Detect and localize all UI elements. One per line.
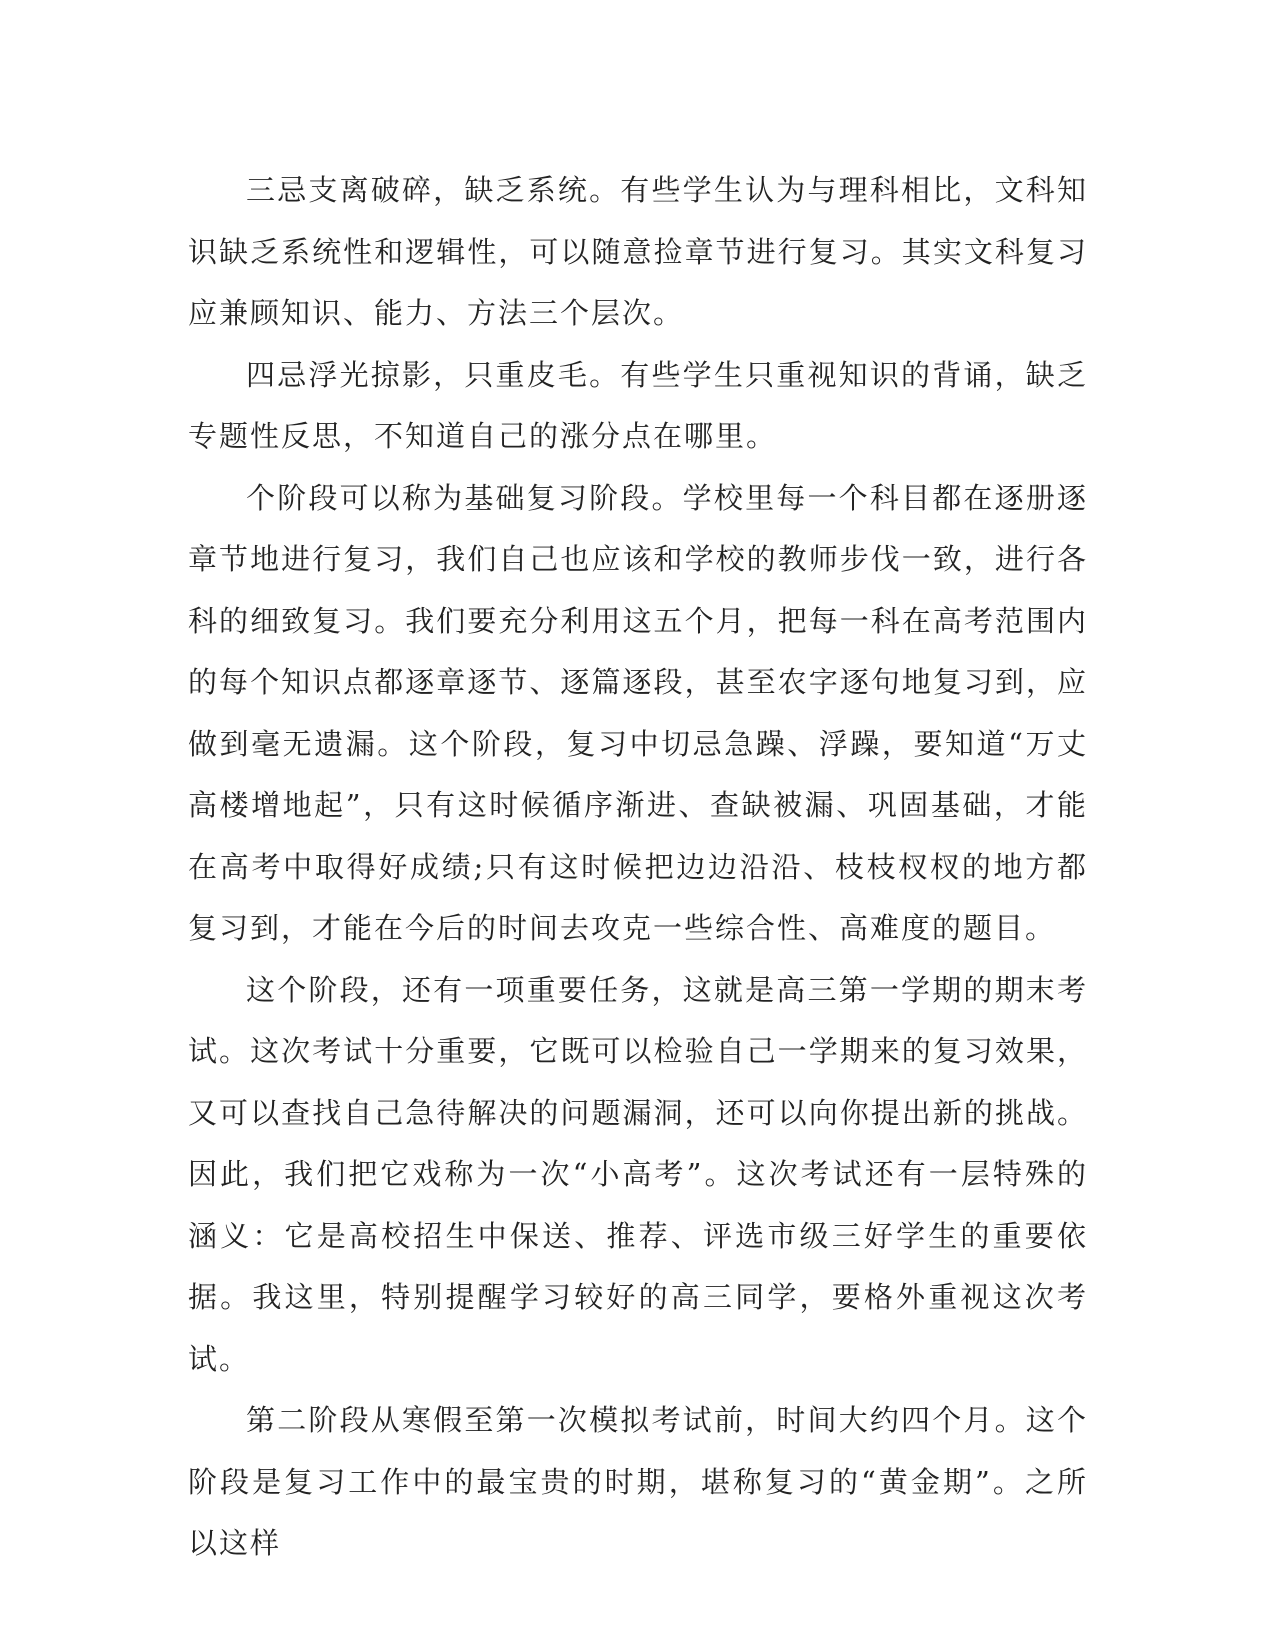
paragraph-2: 四忌浮光掠影，只重皮毛。有些学生只重视知识的背诵，缺乏专题性反思，不知道自己的涨分点在哪里。 bbox=[188, 357, 1088, 453]
paragraph-5: 第二阶段从寒假至第一次模拟考试前，时间大约四个月。这个阶段是复习工作中的最宝贵的时期，堪称复习的“黄金期”。之所以这样 bbox=[188, 1403, 1088, 1560]
paragraph-1: 三忌支离破碎，缺乏系统。有些学生认为与理科相比，文科知识缺乏系统性和逻辑性，可以随意捡章节进行复习。其实文科复习应兼顾知识、能力、方法三个层次。 bbox=[188, 173, 1088, 330]
paragraph-4: 这个阶段，还有一项重要任务，这就是高三第一学期的期末考试。这次考试十分重要，它既可以检验自己一学期来的复习效果，又可以查找自己急待解决的问题漏洞，还可以向你提出新的挑战。因此，我们把它戏称为一次“小高考”。这次考试还有一层特殊的涵义：它是高校招生中保送、推荐、评选市级三好学生的重要依据。我这里，特别提醒学习较好的高三同学，要格外重视这次考试。 bbox=[188, 972, 1088, 1376]
paragraph-3: 个阶段可以称为基础复习阶段。学校里每一个科目都在逐册逐章节地进行复习，我们自己也应该和学校的教师步伐一致，进行各科的细致复习。我们要充分利用这五个月，把每一科在高考范围内的每个知识点都逐章逐节、逐篇逐段，甚至农字逐句地复习到，应做到毫无遗漏。这个阶段，复习中切忌急躁、浮躁，要知道“万丈高楼增地起”，只有这时候循序渐进、查缺被漏、巩固基础，才能在高考中取得好成绩;只有这时候把边边沿沿、枝枝杈杈的地方都复习到，才能在今后的时间去攻克一些综合性、高难度的题目。 bbox=[188, 480, 1088, 945]
document-body bbox=[188, 160, 1088, 1575]
